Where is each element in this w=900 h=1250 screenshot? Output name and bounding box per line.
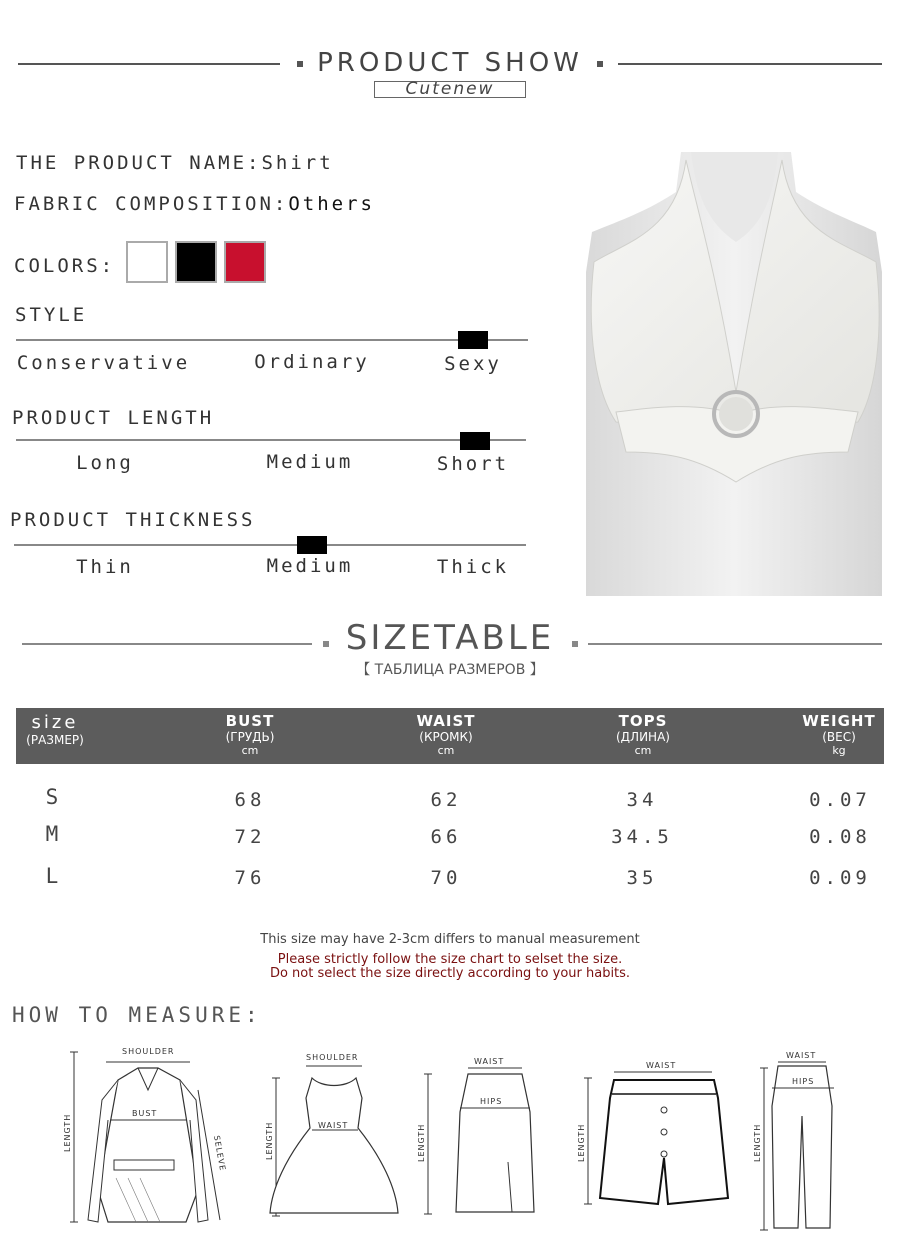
sizetable-dot-left: [323, 641, 329, 647]
label-length: LENGTH: [265, 1121, 274, 1160]
cell-tops: 34.5: [611, 826, 673, 848]
label-waist: WAIST: [318, 1121, 349, 1130]
col-weight-name: WEIGHT: [802, 712, 876, 730]
cell-size: S: [45, 785, 63, 809]
col-waist-unit: cm: [437, 744, 455, 757]
col-tops-unit: cm: [634, 744, 652, 757]
col-bust-name: BUST: [225, 712, 275, 730]
colors-label: COLORS:: [14, 255, 116, 277]
header-rule-left: [18, 63, 280, 65]
header-rule-right: [618, 63, 882, 65]
color-swatch-red[interactable]: [224, 241, 266, 283]
product-name-value: Shirt: [261, 152, 334, 174]
col-size-ru: (РАЗМЕР): [26, 733, 84, 747]
col-tops-name: TOPS: [618, 712, 668, 730]
sizetable-dot-right: [572, 641, 578, 647]
label-waist: WAIST: [786, 1051, 817, 1060]
style-option-conservative: Conservative: [16, 352, 191, 374]
length-title: PRODUCT LENGTH: [12, 407, 215, 429]
style-title: STYLE: [15, 304, 88, 326]
col-bust: [200, 712, 300, 757]
length-option-medium: Medium: [266, 451, 354, 473]
label-waist: WAIST: [474, 1057, 505, 1066]
col-bust-ru: (ГРУДЬ): [225, 730, 275, 744]
fabric-label: FABRIC COMPOSITION:: [14, 193, 289, 215]
product-name-label: THE PRODUCT NAME:: [16, 152, 262, 174]
style-option-sexy: Sexy: [444, 353, 502, 375]
thickness-option-thick: Thick: [436, 556, 510, 578]
col-tops: [593, 712, 693, 757]
thickness-title: PRODUCT THICKNESS: [10, 509, 256, 531]
product-name-row: [16, 152, 334, 174]
sizetable-rule-left: [22, 643, 312, 645]
label-bust: BUST: [132, 1109, 158, 1118]
cell-waist: 70: [430, 867, 462, 889]
page-title: PRODUCT SHOW: [317, 48, 583, 78]
how-to-measure-title: HOW TO MEASURE:: [12, 1003, 262, 1027]
cell-bust: 68: [234, 789, 266, 811]
label-shoulder: SHOULDER: [306, 1053, 359, 1062]
fabric-row: [14, 193, 375, 215]
label-length: LENGTH: [753, 1123, 762, 1162]
note-follow-chart: Please strictly follow the size chart to selset the size.: [277, 952, 623, 967]
col-tops-ru: (ДЛИНА): [616, 730, 670, 744]
cell-waist: 66: [430, 826, 462, 848]
cell-waist: 62: [430, 789, 462, 811]
length-marker: [460, 432, 490, 450]
sizetable-rule-right: [588, 643, 882, 645]
col-weight-ru: (ВЕС): [822, 730, 856, 744]
fabric-value: Others: [288, 193, 375, 215]
label-sleeve: SELEVE: [212, 1134, 228, 1172]
cell-tops: 35: [626, 867, 658, 889]
sizetable-title: SIZETABLE: [345, 618, 555, 658]
label-length: LENGTH: [577, 1123, 586, 1162]
skirt-measure-diagram: [412, 1052, 542, 1222]
size-table-header: [16, 708, 884, 764]
note-habits: Do not select the size directly according to your habits.: [269, 966, 631, 981]
jacket-measure-diagram: [58, 1040, 238, 1230]
cell-size: L: [45, 864, 63, 888]
label-length: LENGTH: [63, 1113, 72, 1152]
style-scale-line: [16, 339, 528, 341]
shorts-measure-diagram: [572, 1058, 742, 1208]
label-shoulder: SHOULDER: [122, 1047, 175, 1056]
color-swatch-white[interactable]: [126, 241, 168, 283]
thickness-option-thin: Thin: [76, 556, 134, 578]
col-size-name: size: [31, 712, 79, 733]
length-option-short: Short: [436, 453, 510, 475]
col-bust-unit: cm: [241, 744, 259, 757]
sizetable-subtitle: 【 ТАБЛИЦА РАЗМЕРОВ 】: [356, 662, 544, 678]
cell-bust: 72: [234, 826, 266, 848]
label-hips: HIPS: [792, 1077, 815, 1086]
note-measurement: This size may have 2-3cm differs to manual measurement: [260, 932, 640, 947]
col-weight: [789, 712, 889, 757]
style-option-ordinary: Ordinary: [254, 351, 370, 373]
header-dot-right: [597, 61, 603, 67]
label-waist: WAIST: [646, 1061, 677, 1070]
style-marker: [458, 331, 488, 349]
color-swatch-black[interactable]: [175, 241, 217, 283]
pants-measure-diagram: [748, 1046, 868, 1232]
label-length: LENGTH: [417, 1123, 426, 1162]
thickness-marker: [297, 536, 327, 554]
cell-weight: 0.07: [809, 789, 871, 811]
length-scale-line: [16, 439, 526, 441]
col-weight-unit: kg: [832, 744, 846, 757]
col-size: [16, 712, 94, 747]
mannequin-top-image: [586, 152, 882, 596]
label-hips: HIPS: [480, 1097, 503, 1106]
thickness-option-medium: Medium: [266, 555, 354, 577]
dress-measure-diagram: [262, 1048, 412, 1223]
brand-label: Cutenew: [374, 81, 526, 98]
col-waist-name: WAIST: [416, 712, 476, 730]
cell-tops: 34: [626, 789, 658, 811]
col-waist-ru: (КРОМК): [419, 730, 473, 744]
length-option-long: Long: [76, 452, 134, 474]
cell-weight: 0.08: [809, 826, 871, 848]
cell-weight: 0.09: [809, 867, 871, 889]
product-photo: [586, 152, 882, 596]
thickness-scale-line: [14, 544, 526, 546]
cell-size: M: [45, 822, 63, 846]
col-waist: [396, 712, 496, 757]
cell-bust: 76: [234, 867, 266, 889]
